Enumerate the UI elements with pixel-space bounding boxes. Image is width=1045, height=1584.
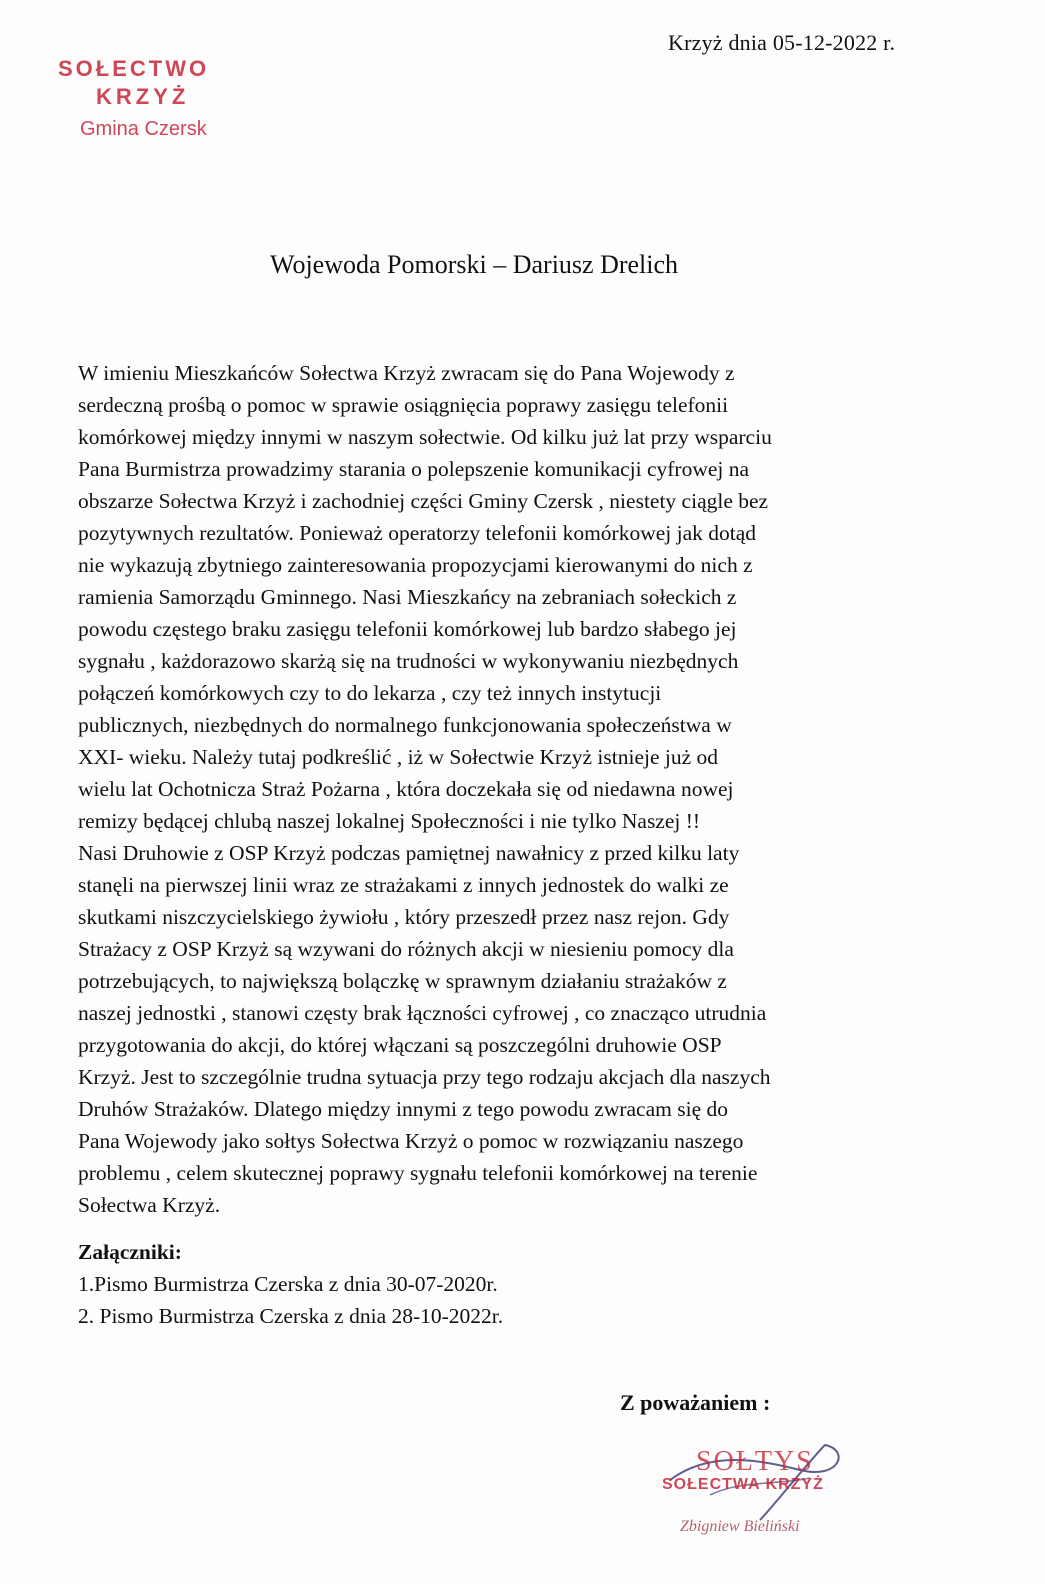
body-line: Druhów Strażaków. Dlatego między innymi z tego powodu zwracam się do <box>78 1097 728 1121</box>
body-line: przygotowania do akcji, do której włączani są poszczególni druhowie OSP <box>78 1033 722 1057</box>
body-line: problemu , celem skutecznej poprawy sygnału telefonii komórkowej na terenie <box>78 1161 758 1185</box>
addressee-heading: Wojewoda Pomorski – Dariusz Drelich <box>270 250 679 279</box>
body-line: potrzebujących, to największą bolączkę w sprawnym działaniu strażaków z <box>78 969 727 993</box>
attachments-title: Załączniki: <box>78 1240 182 1264</box>
body-line: naszej jednostki , stanowi częsty brak łączności cyfrowej , co znacząco utrudnia <box>78 1001 767 1025</box>
stamp-line-1: SOŁECTWO <box>58 56 210 81</box>
body-line: obszarze Sołectwa Krzyż i zachodniej części Gminy Czersk , niestety ciągle bez <box>78 489 769 513</box>
body-line: Strażacy z OSP Krzyż są wzywani do różnych akcji w niesieniu pomocy dla <box>78 937 734 961</box>
sołectwo-stamp <box>52 56 282 156</box>
body-line: ramienia Samorządu Gminnego. Nasi Mieszkańcy na zebraniach sołeckich z <box>78 585 737 609</box>
body-line: Pana Burmistrza prowadzimy starania o polepszenie komunikacji cyfrowej na <box>78 457 750 481</box>
body-line: serdeczną prośbą o pomoc w sprawie osiągnięcia poprawy zasięgu telefonii <box>78 393 729 417</box>
stamp-name: Zbigniew Bieliński <box>680 1518 800 1535</box>
attachment-item: 1.Pismo Burmistrza Czerska z dnia 30-07-2020r. <box>78 1272 498 1296</box>
body-line: wielu lat Ochotnicza Straż Pożarna , która doczekała się od niedawna nowej <box>78 777 734 801</box>
stamp-line-2: KRZYŻ <box>96 84 190 109</box>
body-line: powodu częstego braku zasięgu telefonii komórkowej lub bardzo słabego jej <box>78 617 737 641</box>
body-line: publicznych, niezbędnych do normalnego funkcjonowania społeczeństwa w <box>78 713 732 737</box>
letter-date: Krzyż dnia 05-12-2022 r. <box>668 30 896 55</box>
attachments-section <box>78 1236 503 1332</box>
body-line: Sołectwa Krzyż. <box>78 1193 221 1217</box>
body-line: nie wykazują zbytniego zainteresowania propozycjami kierowanymi do nich z <box>78 553 753 577</box>
body-line: stanęli na pierwszej linii wraz ze strażakami z innych jednostek do walki ze <box>78 873 729 897</box>
stamp-subtitle: SOŁECTWA KRZYŻ <box>662 1476 824 1493</box>
sołtys-stamp-signature <box>650 1440 890 1560</box>
body-line: Nasi Druhowie z OSP Krzyż podczas pamiętnej nawałnicy z przed kilku laty <box>78 841 740 865</box>
attachment-item: 2. Pismo Burmistrza Czerska z dnia 28-10-2022r. <box>78 1304 504 1328</box>
body-line: W imieniu Mieszkańców Sołectwa Krzyż zwracam się do Pana Wojewody z <box>78 361 735 385</box>
body-line: XXI- wieku. Należy tutaj podkreślić , iż w Sołectwie Krzyż istnieje już od <box>78 745 719 769</box>
body-line: skutkami niszczycielskiego żywiołu , który przeszedł przez nasz rejon. Gdy <box>78 905 730 929</box>
letter-body <box>78 357 978 1221</box>
body-line: pozytywnych rezultatów. Ponieważ operatorzy telefonii komórkowej jak dotąd <box>78 521 757 545</box>
body-line: połączeń komórkowych czy to do lekarza , czy też innych instytucji <box>78 681 662 705</box>
closing-phrase: Z poważaniem : <box>620 1390 771 1415</box>
body-line: Krzyż. Jest to szczególnie trudna sytuacja przy tego rodzaju akcjach dla naszych <box>78 1065 771 1089</box>
stamp-line-3: Gmina Czersk <box>80 118 207 140</box>
stamp-title: SOŁTYS <box>696 1446 814 1477</box>
body-line: remizy będącej chlubą naszej lokalnej Społeczności i nie tylko Naszej !! <box>78 809 701 833</box>
body-line: komórkowej między innymi w naszym sołectwie. Od kilku już lat przy wsparciu <box>78 425 772 449</box>
body-line: Pana Wojewody jako sołtys Sołectwa Krzyż o pomoc w rozwiązaniu naszego <box>78 1129 744 1153</box>
body-line: sygnału , każdorazowo skarżą się na trudności w wykonywaniu niezbędnych <box>78 649 739 673</box>
